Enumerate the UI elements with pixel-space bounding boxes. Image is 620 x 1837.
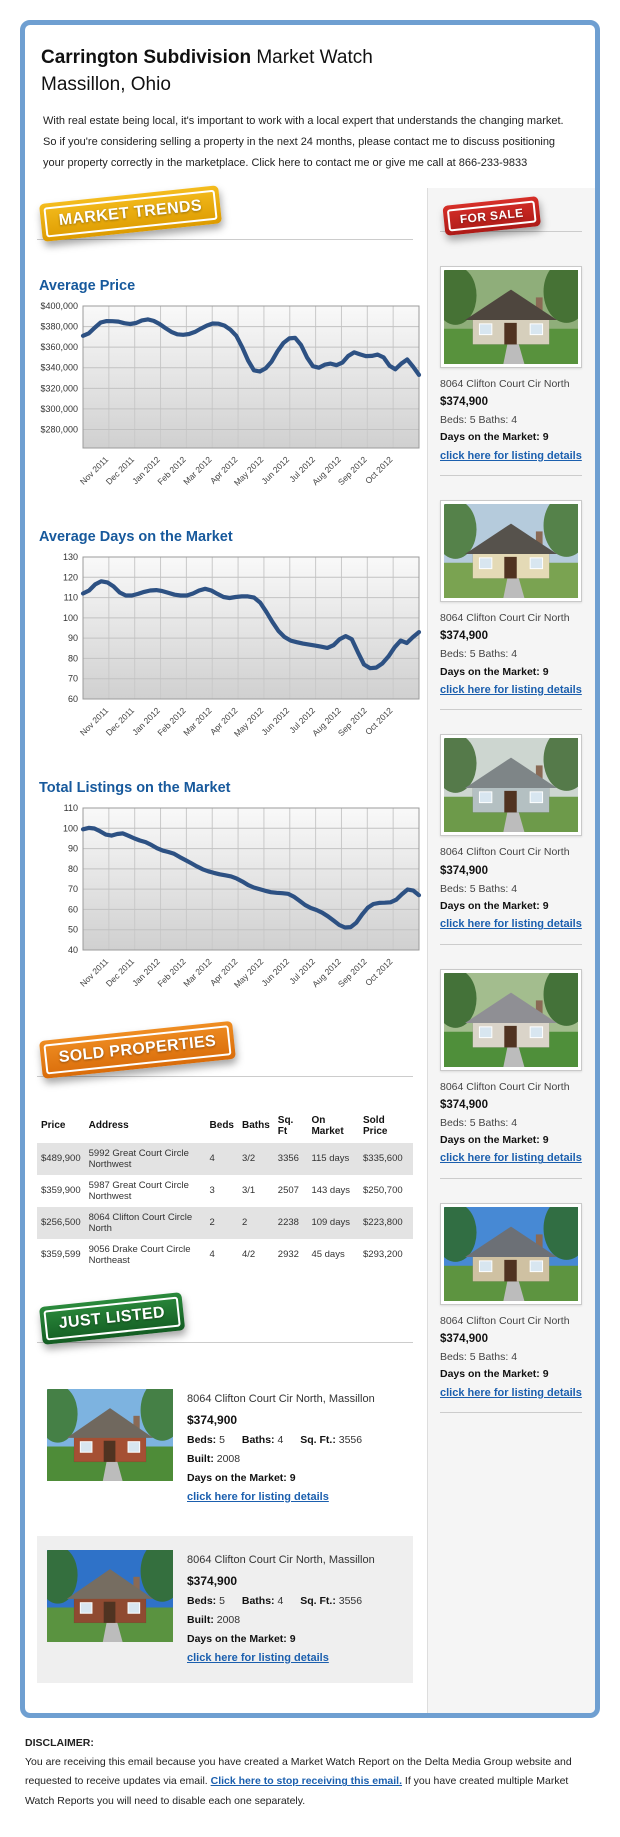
col-header-sold-price: Sold Price bbox=[363, 1114, 388, 1137]
svg-text:70: 70 bbox=[67, 884, 78, 895]
market-trends-badge-label: MARKET TRENDS bbox=[43, 190, 217, 238]
unsubscribe-link[interactable]: Click here to stop receiving this email. bbox=[210, 1775, 403, 1788]
svg-text:Nov 2011: Nov 2011 bbox=[77, 705, 111, 738]
divider bbox=[37, 1342, 413, 1343]
email-header bbox=[25, 25, 595, 188]
svg-text:90: 90 bbox=[67, 843, 78, 854]
listing-days-on-market: Days on the Market: 9 bbox=[440, 665, 549, 678]
svg-text:Oct 2012: Oct 2012 bbox=[363, 454, 395, 486]
spec-label: Beds: bbox=[187, 1595, 217, 1608]
cell-sqft: 3356 bbox=[274, 1143, 308, 1175]
listing-details-link[interactable]: click here for listing details bbox=[187, 1651, 329, 1664]
just-listed-badge bbox=[39, 1292, 185, 1345]
for-sale-badge-row bbox=[440, 204, 582, 242]
page-subtitle: Massillon, Ohio bbox=[41, 73, 171, 95]
listing-days-on-market: Days on the Market: 9 bbox=[440, 899, 549, 912]
market-trends-badge bbox=[39, 185, 222, 242]
average-price-heading: Average Price bbox=[39, 277, 136, 294]
divider bbox=[440, 944, 582, 945]
svg-text:60: 60 bbox=[67, 904, 78, 915]
listing-address: 8064 Clifton Court Cir North, Massillon bbox=[187, 1553, 375, 1566]
listing-price: $374,900 bbox=[187, 1573, 238, 1588]
divider bbox=[440, 1412, 582, 1413]
intro-paragraph: With real estate being local, it's important to work with a local expert that understands the changing market. So if you're considering selling a property in the next 24 months, please contact me to discuss positioning your property correctly in the marketplace. Click here to contact me or give me call at 866-233-9833 bbox=[43, 115, 564, 169]
spec-value: 3556 bbox=[338, 1595, 363, 1608]
cell-on-market: 143 days bbox=[311, 1185, 350, 1197]
spec-value: 2008 bbox=[216, 1453, 241, 1466]
cell-sqft: 2238 bbox=[274, 1207, 308, 1239]
disclaimer-text-after: If you have created multiple Market Watch Reports you will need to disable each one separately. bbox=[25, 1775, 569, 1807]
svg-text:Nov 2011: Nov 2011 bbox=[77, 454, 111, 487]
for-sale-listing bbox=[440, 266, 582, 476]
table-header-row bbox=[37, 1109, 413, 1143]
listing-beds-baths: Beds: 5 Baths: 4 bbox=[440, 648, 518, 661]
svg-text:Apr 2012: Apr 2012 bbox=[208, 705, 240, 737]
svg-text:60: 60 bbox=[67, 693, 78, 704]
cell-beds: 3 bbox=[209, 1185, 215, 1197]
svg-text:May 2012: May 2012 bbox=[231, 705, 266, 739]
for-sale-listing bbox=[440, 1203, 582, 1413]
svg-text:May 2012: May 2012 bbox=[231, 956, 266, 990]
svg-text:Oct 2012: Oct 2012 bbox=[363, 956, 395, 988]
svg-text:$280,000: $280,000 bbox=[40, 424, 78, 435]
cell-baths: 3/2 bbox=[238, 1143, 274, 1175]
spec-label: Baths: bbox=[241, 1434, 275, 1447]
col-header-beds: Beds bbox=[209, 1120, 234, 1132]
cell-price: $359,900 bbox=[41, 1185, 81, 1197]
page-title-subdivision: Carrington Subdivision bbox=[41, 47, 252, 68]
divider bbox=[440, 709, 582, 710]
listing-details-link[interactable]: click here for listing details bbox=[440, 449, 582, 462]
svg-text:$320,000: $320,000 bbox=[40, 383, 78, 394]
property-photo[interactable] bbox=[47, 1389, 173, 1481]
disclaimer-heading: DISCLAIMER: bbox=[25, 1736, 94, 1749]
svg-text:Sep 2012: Sep 2012 bbox=[335, 454, 369, 488]
table-row bbox=[37, 1175, 413, 1207]
cell-sqft: 2507 bbox=[277, 1185, 299, 1197]
cell-address: 5992 Great Court Circle Northwest bbox=[85, 1143, 206, 1175]
property-photo[interactable] bbox=[47, 1550, 173, 1642]
average-price-chart bbox=[31, 300, 413, 507]
cell-sold-price: $223,800 bbox=[359, 1207, 413, 1239]
for-sale-badge-label: FOR SALE bbox=[447, 200, 537, 231]
listing-days-on-market: Days on the Market: 9 bbox=[187, 1632, 296, 1645]
svg-text:Oct 2012: Oct 2012 bbox=[363, 705, 395, 737]
table-row bbox=[37, 1143, 413, 1175]
property-photo[interactable] bbox=[444, 738, 578, 832]
average-days-chart bbox=[31, 551, 413, 758]
svg-text:Apr 2012: Apr 2012 bbox=[208, 956, 240, 988]
cell-on-market: 115 days bbox=[307, 1143, 359, 1175]
svg-text:$400,000: $400,000 bbox=[40, 300, 78, 311]
svg-text:120: 120 bbox=[62, 572, 78, 583]
svg-text:Mar 2012: Mar 2012 bbox=[181, 454, 214, 487]
divider bbox=[37, 239, 413, 240]
svg-text:90: 90 bbox=[67, 633, 78, 644]
listing-beds-baths: Beds: 5 Baths: 4 bbox=[440, 1116, 518, 1129]
svg-text:May 2012: May 2012 bbox=[231, 454, 266, 488]
svg-text:Aug 2012: Aug 2012 bbox=[310, 956, 343, 990]
svg-text:Jul 2012: Jul 2012 bbox=[287, 705, 318, 736]
svg-text:Jan 2012: Jan 2012 bbox=[130, 454, 162, 487]
cell-on-market: 45 days bbox=[311, 1249, 345, 1261]
photo-frame bbox=[440, 1203, 582, 1305]
email-body bbox=[20, 20, 600, 1718]
cell-address: 5987 Great Court Circle Northwest bbox=[88, 1179, 189, 1202]
spec-label: Sq. Ft.: bbox=[300, 1434, 336, 1447]
listing-details-link[interactable]: click here for listing details bbox=[187, 1490, 329, 1503]
table-row bbox=[37, 1207, 413, 1239]
svg-text:Jun 2012: Jun 2012 bbox=[259, 454, 292, 487]
listing-address: 8064 Clifton Court Cir North bbox=[440, 1080, 570, 1093]
disclaimer bbox=[25, 1734, 595, 1812]
svg-text:Feb 2012: Feb 2012 bbox=[155, 705, 188, 738]
for-sale-listing bbox=[440, 500, 582, 710]
svg-text:Jan 2012: Jan 2012 bbox=[130, 705, 162, 738]
svg-text:Jul 2012: Jul 2012 bbox=[287, 454, 318, 485]
just-listed-badge-label: JUST LISTED bbox=[43, 1296, 180, 1340]
listing-details-link[interactable]: click here for listing details bbox=[440, 918, 582, 931]
listing-days-on-market: Days on the Market: 9 bbox=[440, 1368, 549, 1381]
svg-text:Dec 2011: Dec 2011 bbox=[103, 454, 137, 487]
svg-text:Feb 2012: Feb 2012 bbox=[155, 454, 188, 487]
col-header-price: Price bbox=[41, 1120, 66, 1132]
col-header-address: Address bbox=[88, 1120, 129, 1132]
divider bbox=[440, 1178, 582, 1179]
svg-text:Dec 2011: Dec 2011 bbox=[103, 956, 137, 989]
svg-text:130: 130 bbox=[62, 551, 78, 562]
cell-baths: 3/1 bbox=[241, 1185, 256, 1197]
svg-text:100: 100 bbox=[62, 612, 78, 623]
average-days-heading: Average Days on the Market bbox=[39, 528, 233, 545]
svg-text:$300,000: $300,000 bbox=[40, 403, 78, 414]
cell-beds: 4 bbox=[209, 1249, 215, 1261]
svg-text:$360,000: $360,000 bbox=[40, 342, 78, 353]
cell-sqft: 2932 bbox=[277, 1249, 299, 1261]
for-sale-listing bbox=[440, 734, 582, 944]
col-header-sqft: Sq. Ft bbox=[277, 1114, 294, 1137]
listing-price: $374,900 bbox=[440, 630, 488, 643]
for-sale-badge bbox=[442, 196, 540, 236]
sold-properties-table bbox=[37, 1109, 413, 1271]
svg-text:110: 110 bbox=[63, 802, 78, 813]
cell-address: 9056 Drake Court Circle Northeast bbox=[88, 1243, 191, 1266]
cell-address: 8064 Clifton Court Circle North bbox=[85, 1207, 206, 1239]
sold-properties-badge bbox=[39, 1021, 236, 1079]
cell-sold-price: $250,700 bbox=[363, 1185, 403, 1197]
divider bbox=[440, 475, 582, 476]
spec-value: 2008 bbox=[216, 1614, 241, 1626]
spec-label: Built: bbox=[187, 1453, 214, 1466]
svg-text:Feb 2012: Feb 2012 bbox=[155, 956, 188, 989]
just-listed-badge-row bbox=[37, 1305, 413, 1359]
total-listings-chart bbox=[31, 802, 413, 1009]
spec-label: Built: bbox=[187, 1614, 214, 1626]
listing-days-on-market: Days on the Market: 9 bbox=[440, 1134, 549, 1147]
cell-sold-price: $293,200 bbox=[363, 1249, 403, 1261]
total-listings-heading: Total Listings on the Market bbox=[39, 779, 231, 796]
cell-baths: 2 bbox=[238, 1207, 274, 1239]
listing-address: 8064 Clifton Court Cir North bbox=[440, 846, 570, 859]
listing-price: $374,900 bbox=[440, 1098, 488, 1111]
spec-value: 3556 bbox=[338, 1434, 363, 1447]
spec-label: Beds: bbox=[187, 1434, 217, 1447]
listing-price: $374,900 bbox=[440, 1333, 488, 1346]
svg-text:110: 110 bbox=[63, 592, 78, 603]
just-listed-item bbox=[37, 1536, 413, 1683]
photo-frame bbox=[440, 734, 582, 836]
photo-frame bbox=[440, 500, 582, 602]
listing-specs bbox=[187, 1592, 403, 1630]
spec-value: 5 bbox=[219, 1595, 225, 1608]
sold-properties-badge-row bbox=[37, 1032, 413, 1093]
listing-address: 8064 Clifton Court Cir North bbox=[440, 612, 570, 625]
page-title bbox=[41, 45, 571, 98]
disclaimer-text-before: You are receiving this email because you have created a Market Watch Report on the Delta Media Group website and requested to receive updates via email. bbox=[25, 1756, 572, 1788]
svg-text:50: 50 bbox=[67, 924, 78, 935]
listing-address: 8064 Clifton Court Cir North, Massillon bbox=[187, 1392, 375, 1405]
for-sale-sidebar bbox=[427, 188, 596, 1713]
listing-price: $374,900 bbox=[440, 864, 488, 877]
listing-address: 8064 Clifton Court Cir North bbox=[440, 377, 570, 390]
cell-on-market: 109 days bbox=[307, 1207, 359, 1239]
photo-frame bbox=[440, 969, 582, 1071]
listing-days-on-market: Days on the Market: 9 bbox=[187, 1472, 296, 1485]
svg-text:70: 70 bbox=[67, 673, 78, 684]
listing-details-link[interactable]: click here for listing details bbox=[440, 683, 582, 696]
svg-text:Nov 2011: Nov 2011 bbox=[77, 956, 111, 989]
photo-frame bbox=[440, 266, 582, 368]
main-column bbox=[25, 188, 427, 1713]
just-listed-item bbox=[37, 1375, 413, 1522]
svg-text:80: 80 bbox=[67, 653, 78, 664]
market-trends-badge-row bbox=[37, 196, 413, 256]
sold-properties-badge-label: SOLD PROPERTIES bbox=[43, 1025, 231, 1074]
svg-text:80: 80 bbox=[67, 863, 78, 874]
cell-beds: 4 bbox=[206, 1143, 238, 1175]
listing-specs bbox=[187, 1431, 403, 1469]
listing-beds-baths: Beds: 5 Baths: 4 bbox=[440, 882, 518, 895]
spec-value: 5 bbox=[219, 1434, 225, 1447]
cell-price: $489,900 bbox=[37, 1143, 85, 1175]
property-photo[interactable] bbox=[444, 1207, 578, 1301]
listing-price: $374,900 bbox=[440, 396, 488, 409]
listing-details-link[interactable]: click here for listing details bbox=[440, 1386, 582, 1399]
svg-text:Jun 2012: Jun 2012 bbox=[259, 705, 292, 738]
svg-text:Jan 2012: Jan 2012 bbox=[130, 956, 162, 989]
svg-text:$380,000: $380,000 bbox=[40, 321, 78, 332]
listing-beds-baths: Beds: 5 Baths: 4 bbox=[440, 1351, 518, 1364]
spec-value: 4 bbox=[277, 1595, 284, 1608]
svg-text:Mar 2012: Mar 2012 bbox=[181, 956, 214, 989]
property-photo[interactable] bbox=[444, 504, 578, 598]
property-photo[interactable] bbox=[444, 270, 578, 364]
svg-text:Apr 2012: Apr 2012 bbox=[208, 454, 240, 486]
spec-label: Baths: bbox=[241, 1595, 275, 1608]
listing-days-on-market: Days on the Market: 9 bbox=[440, 431, 549, 444]
svg-text:Jun 2012: Jun 2012 bbox=[259, 956, 292, 989]
svg-text:$340,000: $340,000 bbox=[40, 362, 78, 373]
for-sale-listing bbox=[440, 969, 582, 1179]
property-photo[interactable] bbox=[444, 973, 578, 1067]
svg-text:Mar 2012: Mar 2012 bbox=[181, 705, 214, 738]
spec-label: Sq. Ft.: bbox=[300, 1595, 336, 1608]
cell-price: $359,599 bbox=[41, 1249, 81, 1261]
spec-value: 4 bbox=[277, 1434, 284, 1447]
cell-price: $256,500 bbox=[37, 1207, 85, 1239]
cell-beds: 2 bbox=[206, 1207, 238, 1239]
svg-text:100: 100 bbox=[62, 823, 78, 834]
page-title-rest: Market Watch bbox=[251, 47, 373, 68]
col-header-baths: Baths bbox=[241, 1120, 270, 1132]
svg-text:Sep 2012: Sep 2012 bbox=[335, 956, 369, 990]
svg-text:Jul 2012: Jul 2012 bbox=[287, 956, 318, 987]
listing-address: 8064 Clifton Court Cir North bbox=[440, 1314, 570, 1327]
listing-price: $374,900 bbox=[187, 1412, 238, 1427]
svg-text:40: 40 bbox=[67, 944, 78, 955]
svg-text:Aug 2012: Aug 2012 bbox=[310, 454, 343, 488]
svg-text:Aug 2012: Aug 2012 bbox=[310, 705, 343, 739]
col-header-on-market: On Market bbox=[311, 1114, 344, 1137]
listing-beds-baths: Beds: 5 Baths: 4 bbox=[440, 414, 518, 427]
svg-text:Dec 2011: Dec 2011 bbox=[103, 705, 137, 738]
table-row bbox=[37, 1239, 413, 1271]
cell-sold-price: $335,600 bbox=[359, 1143, 413, 1175]
divider bbox=[37, 1076, 413, 1077]
svg-text:Sep 2012: Sep 2012 bbox=[335, 705, 369, 739]
cell-baths: 4/2 bbox=[241, 1249, 256, 1261]
listing-details-link[interactable]: click here for listing details bbox=[440, 1152, 582, 1165]
